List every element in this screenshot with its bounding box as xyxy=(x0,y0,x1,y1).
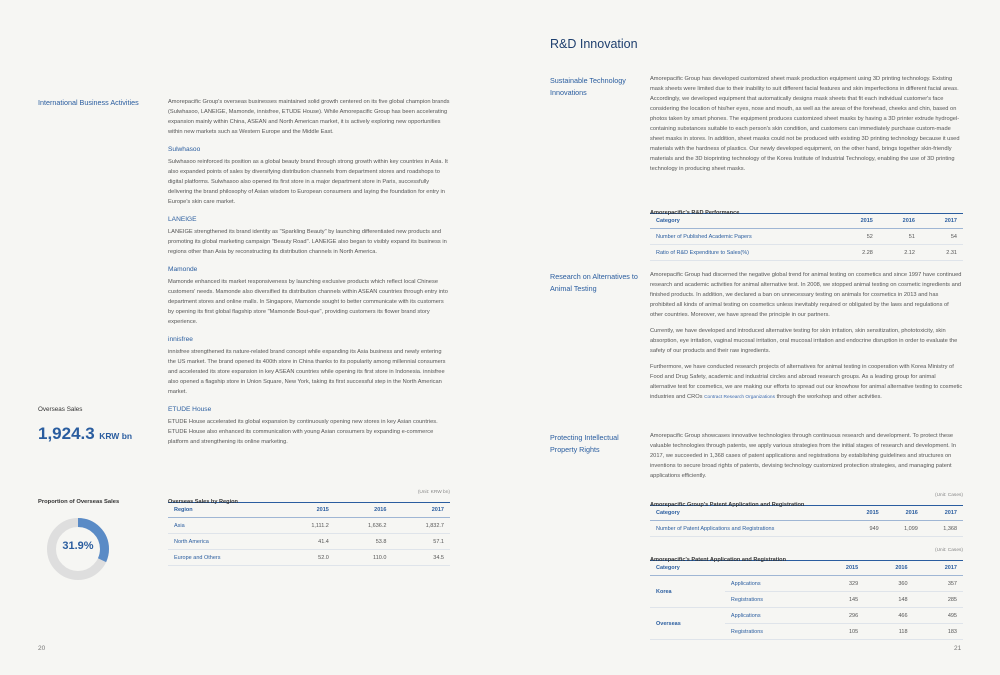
table-cell: 53.8 xyxy=(335,534,393,550)
table-cell: 1,368 xyxy=(924,521,963,537)
table-cell: 949 xyxy=(848,521,885,537)
animal-testing-p3-end: through the workshop and other activities. xyxy=(776,394,882,400)
left-main-column xyxy=(168,97,450,453)
patent-group-block xyxy=(650,493,963,537)
table-cell: 34.5 xyxy=(392,550,450,566)
overseas-sales-value: 1,924.3 xyxy=(38,424,95,443)
table-header-cell: Category xyxy=(650,214,837,229)
table-row xyxy=(168,518,450,534)
table-header-cell: 2016 xyxy=(335,503,393,518)
table-cell: 57.1 xyxy=(392,534,450,550)
table-cell: 2.12 xyxy=(879,245,921,261)
table-cell: 1,111.2 xyxy=(279,518,335,534)
proportion-label: Proportion of Overseas Sales xyxy=(38,499,120,505)
table-cell: 54 xyxy=(921,229,963,245)
table-row xyxy=(650,521,963,537)
animal-testing-heading: Research on Alternatives to Animal Testing xyxy=(550,272,638,293)
table-cell: Asia xyxy=(168,518,279,534)
table-cell: 357 xyxy=(914,576,963,592)
table-cell: North America xyxy=(168,534,279,550)
table-cell: Number of Patent Applications and Registrations xyxy=(650,521,848,537)
table-cell: Number of Published Academic Papers xyxy=(650,229,837,245)
sustainable-tech-paragraph: Amorepacific Group has developed customized sheet mask production equipment using 3D printing technology. Existing mask sheets were limited due to their inability to suit different facial features and skin imperfections in different facial areas. Accordingly, we developed equipment that automatically designs mask sheets that fit each individual customer's face considering the location of his/her eyes, nose and mouth, as well as the areas of the forehead, cheeks and chin, based on photos taken by smart phones. The equipment produces customized sheet masks by having a 3D printer extrude hydrogel-containing substances suitable to each person's skin condition, and customers can immediately purchase custom-made sheet masks in stores. In addition, sheet masks could not be produced with existing 3D printing technology because it used materials with the hardness of plastics. Our newly developed equipment, on the other hand, brings together skin-friendly materials and the 3D bioprinting technology of the Korea Institute of Industrial Technology, enabling the use of 3D printing technology in producing sheet masks. xyxy=(650,76,960,172)
table-row xyxy=(168,550,450,566)
table-cell: 2.28 xyxy=(837,245,879,261)
brand-heading: LANEIGE xyxy=(168,216,197,223)
table-cell: 148 xyxy=(864,592,913,608)
brand-heading: innisfree xyxy=(168,336,193,343)
rd-innovation-title: R&D Innovation xyxy=(550,37,638,51)
table-header-cell: Region xyxy=(168,503,279,518)
brand-paragraph: Mamonde enhanced its market responsiveness by launching exclusive products which reflect local Chinese customers' needs. Mamonde also diversified its distribution channels within ASEAN countries through entry into department stores and online malls. In Singapore, Mamonde sought to better communicate with its customers by opening its first global flagship store "Mamonde Bout-que", providing customers its flower brand story experience. xyxy=(168,279,448,325)
table-cell: 1,832.7 xyxy=(392,518,450,534)
table-cell: 145 xyxy=(815,592,864,608)
overseas-sales-unit: KRW bn xyxy=(99,431,133,441)
table-header-cell: 2017 xyxy=(914,561,963,576)
right-page-number: 21 xyxy=(954,645,962,652)
patent-group-table xyxy=(650,505,963,537)
patent-group-unit: (Unit: Cases) xyxy=(935,493,963,498)
patent-detail-unit: (Unit: Cases) xyxy=(935,548,963,553)
table-cell: Ratio of R&D Expenditure to Sales(%) xyxy=(650,245,837,261)
patent-detail-block xyxy=(650,548,963,640)
table-cell: 466 xyxy=(864,608,913,624)
overseas-sales-table-unit: (Unit: KRW bn) xyxy=(417,490,450,495)
table-header-cell: 2016 xyxy=(885,506,924,521)
table-header-cell: 2016 xyxy=(879,214,921,229)
table-header-cell: 2015 xyxy=(815,561,864,576)
table-header-cell: 2015 xyxy=(279,503,335,518)
animal-testing-p3-text: Furthermore, we have conducted research projects of alternatives for animal testing in cooperation with Korea Ministry of Food and Drug Safety, academic and industrial circles and abroad research groups. As a leading group for animal alternative test for cosmetics, we are making our efforts to spread out our knowhow for animal alternative testing to cosmetic industries and CROs xyxy=(650,364,963,400)
table-cell: 105 xyxy=(815,624,864,640)
table-row xyxy=(650,576,963,592)
table-row xyxy=(650,229,963,245)
intro-paragraph: Amorepacific Group's overseas businesses maintained solid growth centered on its five global champion brands (Sulwhasoo, LANEIGE, Mamonde, innisfree, ETUDE House). While Amorepacific Group has been accelerating expansion mainly within China, ASEAN and North American market, it is actively exploring new opportunities within new markets such as Western Europe and the Middle East. xyxy=(168,99,450,135)
table-cell: 1,636.2 xyxy=(335,518,393,534)
table-cell: 329 xyxy=(815,576,864,592)
table-header-cell: 2016 xyxy=(864,561,913,576)
table-cell: Applications xyxy=(725,608,815,624)
table-header-cell: 2017 xyxy=(921,214,963,229)
table-cell: Applications xyxy=(725,576,815,592)
proportion-value: 31.9% xyxy=(62,540,94,552)
ip-rights-paragraph: Amorepacific Group showcases innovative technologies through continuous research and development. To protect these valuable technologies through patents, we apply various strategies from the initial stages of research and development. In 2017, we succeeded in 1,368 cases of patent applications and registrations by establishing guidelines and structures on inventions to secure broad rights of patents, devising technology customized protection strategies, and managing patent applications efficiently. xyxy=(650,433,957,479)
brand-paragraph: LANEIGE strengthened its brand identity as "Sparkling Beauty" by launching differentiated new products and promoting its global marketing campaign "Beauty Road". LANEIGE also began to visibly expand its business in regions other than Asia by reconstructing its distribution channels in North America. xyxy=(168,229,447,255)
table-cell: Registrations xyxy=(725,624,815,640)
table-cell: 41.4 xyxy=(279,534,335,550)
sustainable-tech-heading: Sustainable Technology Innovations xyxy=(550,76,626,97)
table-cell: Europe and Others xyxy=(168,550,279,566)
brand-heading: Mamonde xyxy=(168,266,198,273)
animal-testing-paragraph-3 xyxy=(650,362,963,403)
group-label-cell: Korea xyxy=(650,576,725,608)
left-page-number: 20 xyxy=(38,645,46,652)
patent-detail-title: Amorepacific's Patent Application and Registration xyxy=(650,557,787,563)
table-cell: 360 xyxy=(864,576,913,592)
table-header-cell: Category xyxy=(650,561,725,576)
table-row xyxy=(650,608,963,624)
table-cell: 118 xyxy=(864,624,913,640)
table-header-cell: 2017 xyxy=(392,503,450,518)
brand-paragraph: innisfree strengthened its nature-related brand concept while expanding its Asia business and newly entering the US market. The brand opened its 400th store in China thanks to its popularity among millennial consumers and accelerated its store expansion in key ASEAN countries while opening its first store in Indonesia. innisfree also opened a flagship store in Union Square, New York, taking its first successful step in the North American market. xyxy=(168,349,446,395)
table-cell: 2.31 xyxy=(921,245,963,261)
patent-group-title: Amorepacific Group's Patent Application and Registration xyxy=(650,502,805,508)
rd-performance-block xyxy=(650,201,963,261)
table-cell: 110.0 xyxy=(335,550,393,566)
rd-performance-title: Amorepacific's R&D Performance xyxy=(650,210,740,216)
table-cell: Registrations xyxy=(725,592,815,608)
group-label-cell: Overseas xyxy=(650,608,725,640)
patent-detail-table xyxy=(650,560,963,640)
table-row xyxy=(168,534,450,550)
brand-list xyxy=(168,145,450,447)
table-cell: 1,099 xyxy=(885,521,924,537)
table-header-cell: Category xyxy=(650,506,848,521)
table-row xyxy=(650,245,963,261)
rd-performance-table xyxy=(650,213,963,261)
animal-testing-paragraph-1: Amorepacific Group had discerned the negative global trend for animal testing on cosmetics and since 1997 have continued research and academic activities for animal alternative test. In 2008, we stopped animal testing on cosmetic ingredients and finished products. In addition, we declared a ban on unnecessary testing on animals for cosmetics in 2013 and has prohibited all kinds of animal testing on cosmetics unless inevitably required or obligated by the laws and regulations of other countries. Moreover, we have spread the principle in our partners. xyxy=(650,272,962,318)
table-cell: 296 xyxy=(815,608,864,624)
brand-paragraph: ETUDE House accelerated its global expansion by continuously opening new stores in key Asian countries. ETUDE House also enhanced its communication with young Asian consumers by expanding e-commerce platform and strengthening its online marketing. xyxy=(168,419,438,445)
overseas-sales-table-title: Overseas Sales by Region xyxy=(168,499,238,505)
overseas-sales-table-block xyxy=(168,490,450,566)
table-cell: 52 xyxy=(837,229,879,245)
table-header-cell: 2015 xyxy=(837,214,879,229)
brand-heading: ETUDE House xyxy=(168,406,212,413)
table-cell: 52.0 xyxy=(279,550,335,566)
sustainable-tech-text xyxy=(650,74,963,180)
brand-heading: Sulwhasoo xyxy=(168,146,201,153)
overseas-sales-label: Overseas Sales xyxy=(38,406,83,413)
table-cell: 183 xyxy=(914,624,963,640)
table-cell: 51 xyxy=(879,229,921,245)
animal-testing-paragraph-2: Currently, we have developed and introduced alternative testing for skin irritation, skin sensitization, phototoxicity, skin absorption, eye irritation, vaginal mucosal irritation, oral mucosal irritation and endocrine disruption in order to evaluate the safety of our products and their raw ingredients. xyxy=(650,328,958,354)
table-header-cell: 2015 xyxy=(848,506,885,521)
cro-footnote: Contract Research Organizations xyxy=(704,395,775,400)
ip-rights-heading: Protecting Intellectual Property Rights xyxy=(550,433,619,454)
table-cell: 285 xyxy=(914,592,963,608)
ip-rights-text xyxy=(650,431,963,487)
table-header-cell: 2017 xyxy=(924,506,963,521)
international-business-heading: International Business Activities xyxy=(38,98,139,107)
brand-paragraph: Sulwhasoo reinforced its position as a global beauty brand through strong growth within key countries in Asia. It also expanded points of sales by diversifying distribution channels from department stores and roadshops to digital platforms. Sulwhasoo also opened its first store in a major department store in Paris, successfully delivering the brand philosophy of Asian wisdom to European consumers and laying the foundation for entry in Europe's skin care market. xyxy=(168,159,448,205)
overseas-sales-figure xyxy=(38,424,132,444)
overseas-sales-table xyxy=(168,502,450,566)
table-cell: 495 xyxy=(914,608,963,624)
animal-testing-text xyxy=(650,270,963,409)
